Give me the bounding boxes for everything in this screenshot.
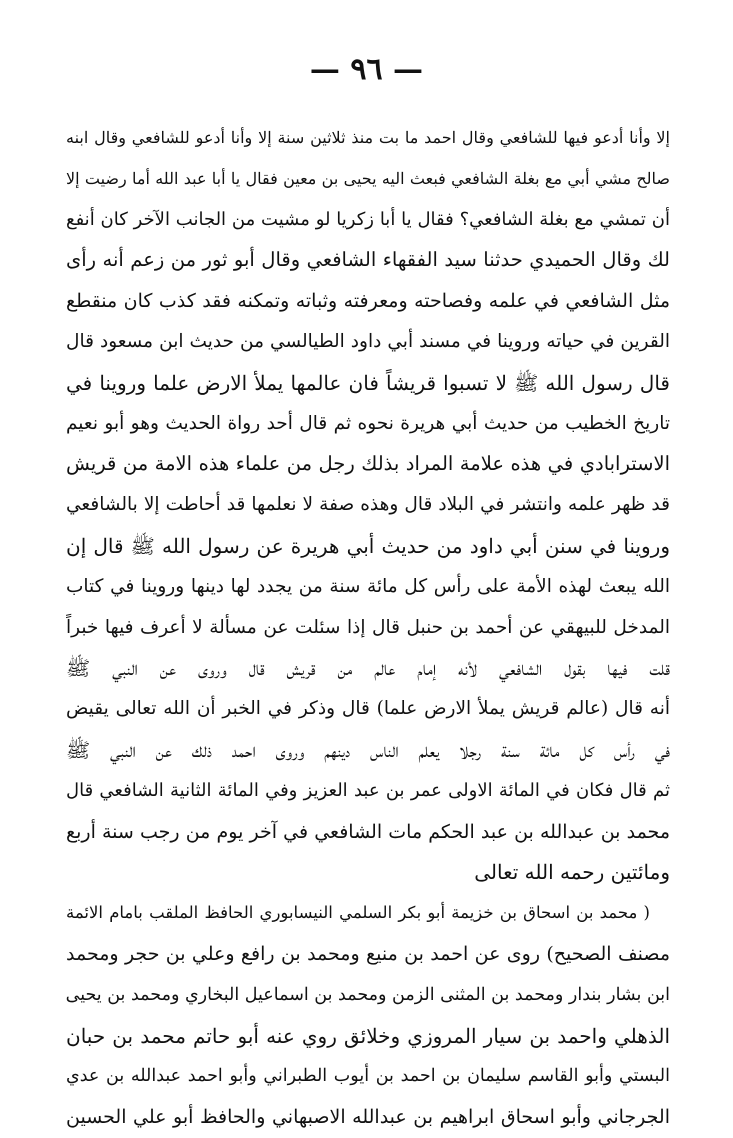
text-line: القرين في حياته وروينا في مسند أبي داود الطيالسي من حديث ابن مسعود قال	[66, 330, 670, 352]
page-number: — ٩٦ —	[309, 52, 424, 87]
text-line: المدخل للبيهقي عن أحمد بن حنبل قال إذا سئلت عن مسألة لا أعرف فيها خبراً	[66, 616, 670, 638]
entry-heading-line: ( محمد بن اسحاق بن خزيمة أبو بكر السلمي النيسابوري الحافظ الملقب بامام الائمة	[66, 903, 650, 923]
text-line: الاسترابادي في هذه علامة المراد بذلك رجل من علماء هذه الامة من قريش	[66, 452, 670, 476]
text-line: تاريخ الخطيب من حديث أبي هريرة نحوه ثم قال أحد رواة الحديث وهو أبو نعيم	[66, 412, 670, 434]
text-line: الذهلي واحمد بن سيار المروزي وخلائق روي عنه أبو حاتم محمد بن حبان	[66, 1023, 670, 1048]
text-line: وروينا في سنن أبي داود من حديث أبي هريرة عن رسول الله ﷺ قال إن	[66, 533, 670, 558]
text-line: قد ظهر علمه وانتشر في البلاد قال وهذه صفة لا نعلمها قد أحاطت إلا بالشافعي	[66, 494, 670, 516]
text-line: لك وقال الحميدي حدثنا سيد الفقهاء الشافعي وقال أبو ثور من زعم أنه رأى	[66, 248, 670, 272]
body-text	[66, 118, 670, 1138]
text-line: مثل الشافعي في علمه وفصاحته ومعرفته وثباته وتمكنه فقد كذب كان منقطع	[66, 290, 670, 313]
text-line: الله يبعث لهذه الأمة على رأس كل مائة سنة من يجدد لها دينها وروينا في كتاب	[66, 575, 670, 597]
text-line: أن تمشي مع بغلة الشافعي؟ فقال يا أبا زكريا لو مشيت من الجانب الآخر كان أنفع	[66, 208, 670, 230]
text-line: في رأس كل مائة سنة رجلا يعلم الناس دينهم وروى احمد ذلك عن النبي ﷺ	[66, 737, 670, 762]
text-line: البستي وأبو القاسم سليمان بن احمد بن أيوب الطبراني وأبو احمد عبدالله بن عدي	[66, 1066, 670, 1087]
text-line: أنه قال (عالم قريش يملأ الارض علما) قال وذكر في الخبر أن الله تعالى يقيض	[66, 698, 670, 720]
text-line: ابن بشار بندار ومحمد بن المثنى الزمن ومحمد بن اسماعيل البخاري ومحمد بن يحيى	[66, 984, 670, 1005]
text-line: مصنف الصحيح) روى عن احمد بن منيع ومحمد بن رافع وعلي بن حجر ومحمد	[66, 942, 670, 965]
text-line-paragraph-end: ومائتين رحمه الله تعالى	[474, 860, 670, 885]
text-line: إلا وأنا أدعو فيها للشافعي وقال احمد ما بت منذ ثلاثين سنة إلا وأنا أدعو للشافعي وقال ابنه	[66, 128, 670, 147]
text-line: الجرجاني وأبو اسحاق ابراهيم بن عبدالله الاصبهاني والحافظ أبو علي الحسين	[66, 1106, 670, 1129]
text-line: محمد بن عبدالله بن عبد الحكم مات الشافعي في آخر يوم من رجب سنة أربع	[66, 820, 670, 843]
text-line: قال رسول الله ﷺ لا تسبوا قريشاً فان عالمها يملأ الارض علما وروينا في	[66, 370, 670, 395]
text-line: صالح مشي أبي مع بغلة الشافعي فبعث اليه يحيى بن معين فقال يا أبا عبد الله أما رضيت إلا	[66, 168, 670, 188]
text-line: ثم قال فكان في المائة الاولى عمر بن عبد العزيز وفي المائة الثانية الشافعي قال	[66, 779, 670, 801]
text-line: قلت فيها بقول الشافعي لأنه إمام عالم من قريش قال وروى عن النبي ﷺ	[66, 656, 670, 681]
